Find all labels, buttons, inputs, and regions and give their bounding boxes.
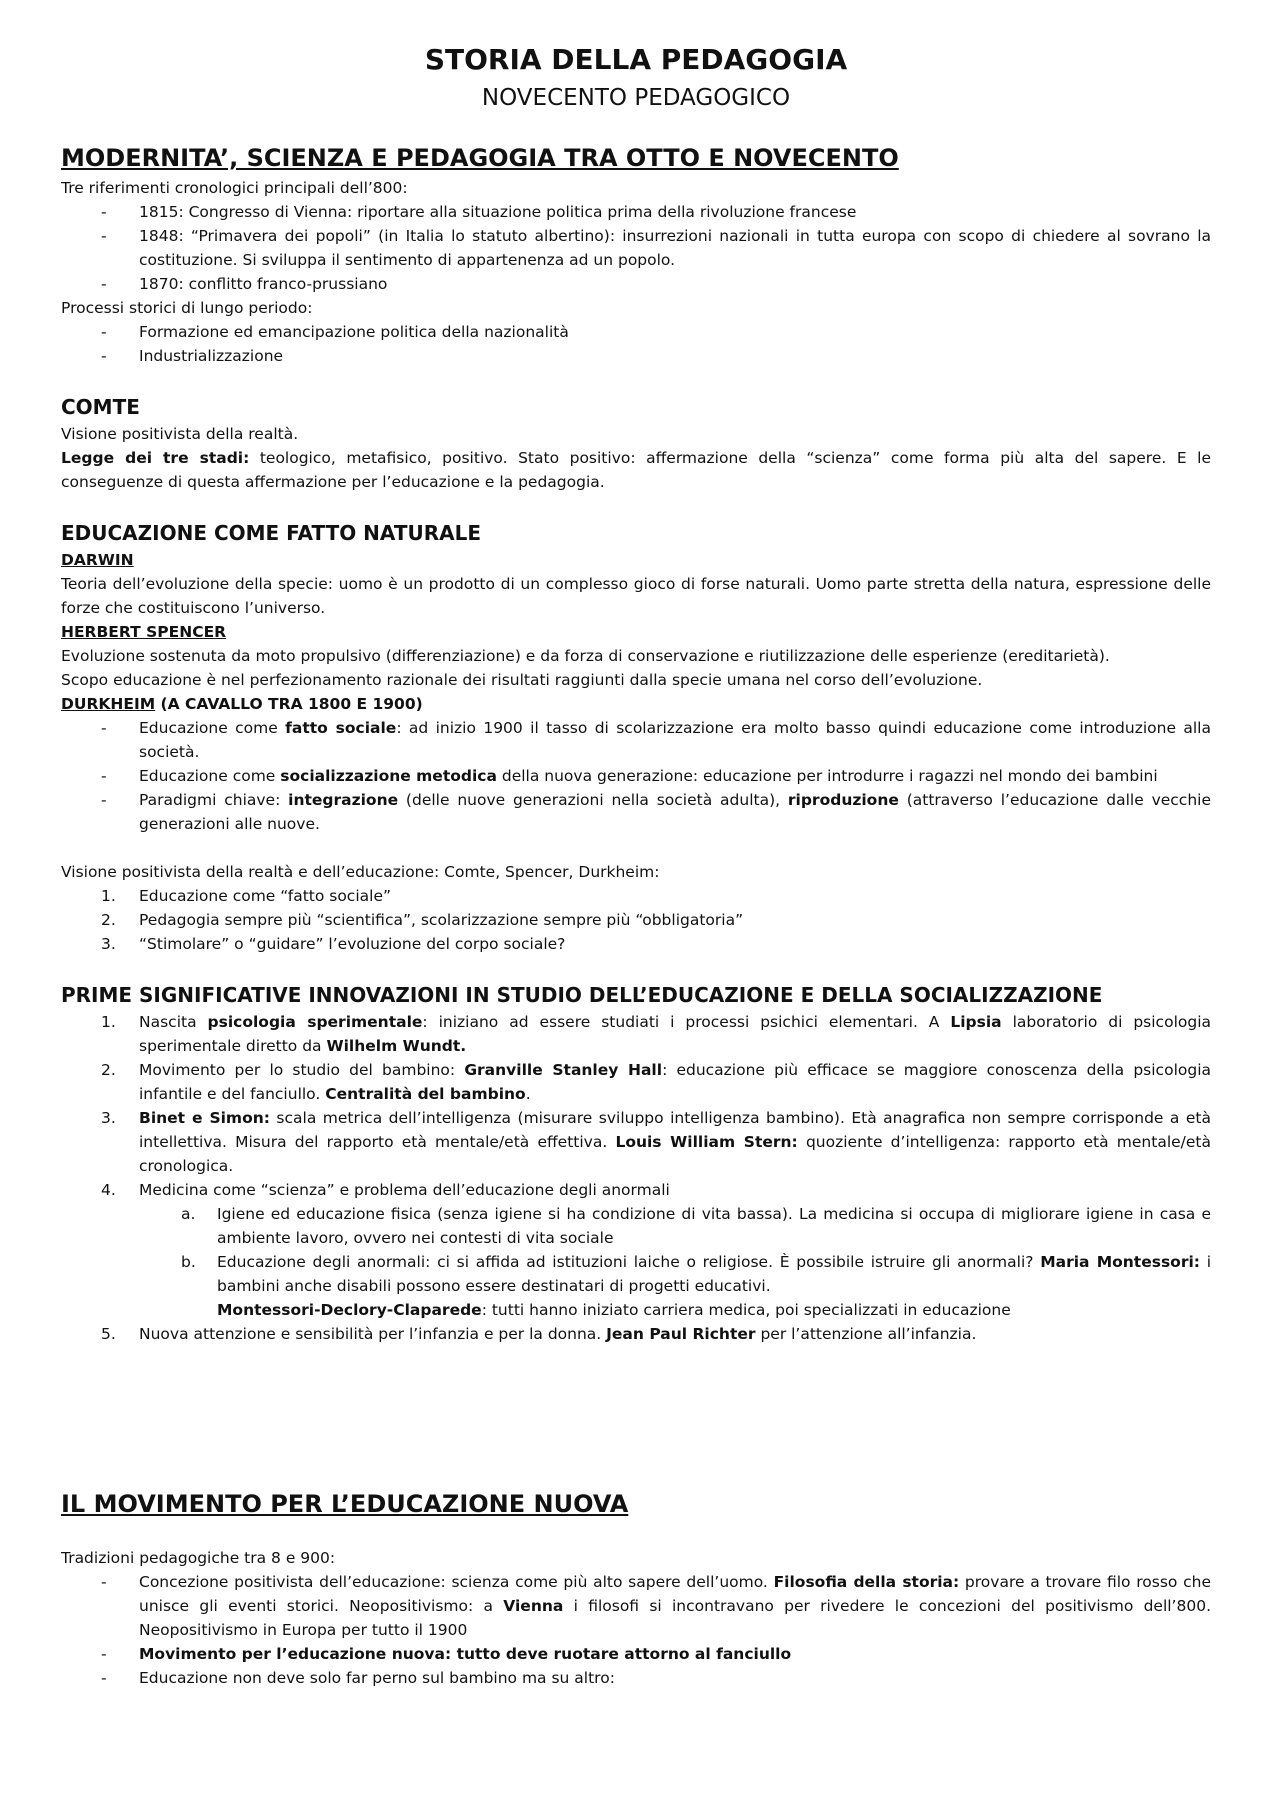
text-span: Educazione non deve solo far perno sul bambino ma su altro: <box>139 1669 615 1687</box>
list-item-text: 1870: conflitto franco-prussiano <box>139 275 388 293</box>
text-span: (delle nuove generazioni nella società adulta), <box>398 791 788 809</box>
list-item <box>61 1642 1211 1666</box>
subheading-spencer: HERBERT SPENCER <box>61 623 227 641</box>
list-item <box>61 224 1211 272</box>
text-span: Concezione positivista dell’educazione: scienza come più alto sapere dell’uomo. <box>139 1573 774 1591</box>
bold-term: riproduzione <box>787 791 899 809</box>
list-dash: - <box>101 719 107 737</box>
paragraph: Teoria dell’evoluzione della specie: uomo è un prodotto di un complesso gioco di forse naturali. Uomo parte stretta della natura, espressione delle forze che costituiscono l’universo. <box>61 575 1211 617</box>
paragraph: Visione positivista della realtà e dell’educazione: Comte, Spencer, Durkheim: <box>61 863 660 881</box>
list-item <box>61 788 1211 836</box>
list-letter: a. <box>181 1205 196 1223</box>
paragraph: Tre riferimenti cronologici principali dell’800: <box>61 179 408 197</box>
list-letter: b. <box>181 1253 196 1271</box>
list-dash: - <box>101 1645 107 1663</box>
bold-term: Binet e Simon: <box>139 1109 270 1127</box>
section-heading-movimento: IL MOVIMENTO PER L’EDUCAZIONE NUOVA <box>61 1490 629 1518</box>
bold-term: socializzazione metodica <box>280 767 497 785</box>
list-item <box>139 1202 1211 1250</box>
text-span: Nuova attenzione e sensibilità per l’infanzia e per la donna. <box>139 1325 607 1343</box>
list-item <box>139 1250 1211 1322</box>
list-item <box>61 884 1211 908</box>
text-span: i filosofi si incontravano per rivedere le concezioni del positivismo dell’800. Neopositivismo in Europa per tutto il 1900 <box>139 1597 1211 1639</box>
list-item <box>61 716 1211 764</box>
list-dash: - <box>101 791 107 809</box>
text-span: provare a trovare filo rosso che unisce gli eventi storici. Neopositivismo: a <box>139 1573 1211 1615</box>
sublist-medicina <box>139 1202 1211 1322</box>
list-item-text: “Stimolare” o “guidare” l’evoluzione del corpo sociale? <box>139 935 566 953</box>
document-content <box>61 40 1211 1690</box>
list-number: 4. <box>101 1181 116 1199</box>
list-dash: - <box>101 275 107 293</box>
section-heading-innovazioni: PRIME SIGNIFICATIVE INNOVAZIONI IN STUDIO DELL’EDUCAZIONE E DELLA SOCIALIZZAZIONE <box>61 983 1103 1007</box>
list-item <box>61 1570 1211 1642</box>
bold-term: Jean Paul Richter <box>606 1325 756 1343</box>
text-span: quoziente d’intelligenza: rapporto età mentale/età cronologica. <box>139 1133 1211 1175</box>
paragraph: Processi storici di lungo periodo: <box>61 299 313 317</box>
list-dash: - <box>101 1573 107 1591</box>
paragraph: Visione positivista della realtà. <box>61 425 299 443</box>
text-span: Educazione come <box>139 767 281 785</box>
page-title: STORIA DELLA PEDAGOGIA <box>424 43 848 76</box>
bold-term: Movimento per l’educazione nuova: tutto deve ruotare attorno al fanciullo <box>139 1645 792 1663</box>
list-item <box>61 344 1211 368</box>
list-item <box>61 908 1211 932</box>
text-span: i bambini anche disabili possono essere destinatari di progetti educativi. <box>217 1253 1212 1295</box>
list-item <box>61 320 1211 344</box>
list-number: 2. <box>101 911 116 929</box>
text-span: : educazione più efficace se maggiore conoscenza della psicologia infantile e del fanciullo. <box>139 1061 1211 1103</box>
text-span: Movimento per lo studio del bambino: <box>139 1061 465 1079</box>
paragraph <box>61 446 1211 494</box>
list-dash: - <box>101 227 107 245</box>
list-item-text: 1815: Congresso di Vienna: riportare alla situazione politica prima della rivoluzione francese <box>139 203 857 221</box>
text-span: Educazione come <box>139 719 286 737</box>
bold-term: Montessori-Declory-Claparede <box>217 1301 482 1319</box>
section-heading-modernita: MODERNITA’, SCIENZA E PEDAGOGIA TRA OTTO E NOVECENTO <box>61 144 899 172</box>
list-dash: - <box>101 203 107 221</box>
list-item-text: Pedagogia sempre più “scientifica”, scolarizzazione sempre più “obbligatoria” <box>139 911 744 929</box>
text-span: per l’attenzione all’infanzia. <box>755 1325 977 1343</box>
list-durkheim <box>61 716 1211 836</box>
list-dash: - <box>101 323 107 341</box>
list-movimento <box>61 1570 1211 1690</box>
paragraph: Tradizioni pedagogiche tra 8 e 900: <box>61 1549 336 1567</box>
text-span: Nascita <box>139 1013 208 1031</box>
section-heading-comte: COMTE <box>61 395 140 419</box>
list-number: 1. <box>101 1013 116 1031</box>
bold-term: fatto sociale <box>285 719 397 737</box>
text-span: : iniziano ad essere studiati i processi psichici elementari. A <box>422 1013 951 1031</box>
list-number: 2. <box>101 1061 116 1079</box>
list-item <box>61 764 1211 788</box>
list-dash: - <box>101 1669 107 1687</box>
list-item-text: Educazione come “fatto sociale” <box>139 887 392 905</box>
list-item <box>61 1322 1211 1346</box>
list-item <box>61 1178 1211 1322</box>
list-item <box>61 1666 1211 1690</box>
list-processi <box>61 320 1211 368</box>
bold-term: Louis William Stern: <box>615 1133 798 1151</box>
bold-term: Wilhelm Wundt. <box>326 1037 467 1055</box>
text-span: Igiene ed educazione fisica (senza igiene si ha condizione di vita bassa). La medicina si occupa di migliorare igiene in casa e ambiente lavoro, ovvero nei contesti di vita sociale <box>217 1205 1211 1247</box>
text-span: Medicina come “scienza” e problema dell’educazione degli anormali <box>139 1181 670 1199</box>
list-item-text: Formazione ed emancipazione politica della nazionalità <box>139 323 569 341</box>
subheading-darwin: DARWIN <box>61 551 134 569</box>
text-span: Educazione degli anormali: ci si affida ad istituzioni laiche o religiose. È possibile istruire gli anormali? <box>217 1253 1041 1271</box>
bold-term: Legge dei tre stadi: <box>61 449 250 467</box>
list-item <box>61 932 1211 956</box>
bold-term: Filosofia della storia: <box>773 1573 960 1591</box>
list-number: 1. <box>101 887 116 905</box>
durkheim-note: (A CAVALLO TRA 1800 E 1900) <box>155 695 423 713</box>
list-number: 5. <box>101 1325 116 1343</box>
list-innovazioni <box>61 1010 1211 1346</box>
list-number: 3. <box>101 935 116 953</box>
text-span: : ad inizio 1900 il tasso di scolarizzazione era molto basso quindi educazione come introduzione alla società. <box>139 719 1211 761</box>
text-span: scala metrica dell’intelligenza (misurare sviluppo intelligenza bambino). Età anagrafica non sempre corrisponde a età intellettiva. Misura del rapporto età mentale/età effettiva. <box>139 1109 1211 1151</box>
paragraph: Evoluzione sostenuta da moto propulsivo (differenziazione) e da forza di conservazione e riutilizzazione delle esperienze (ereditarietà). <box>61 647 1110 665</box>
list-dash: - <box>101 347 107 365</box>
bold-term: Maria Montessori: <box>1040 1253 1200 1271</box>
section-heading-naturale: EDUCAZIONE COME FATTO NATURALE <box>61 521 482 545</box>
bold-term: Lipsia <box>950 1013 1002 1031</box>
list-item <box>61 272 1211 296</box>
text-span: laboratorio di psicologia sperimentale diretto da <box>139 1013 1211 1055</box>
text-span: . <box>525 1085 531 1103</box>
list-item <box>61 1106 1211 1178</box>
list-number: 3. <box>101 1109 116 1127</box>
bold-term: Vienna <box>503 1597 564 1615</box>
bold-term: Granville Stanley Hall <box>464 1061 663 1079</box>
durkheim-name: DURKHEIM <box>61 695 156 713</box>
subheading-durkheim <box>61 692 1211 716</box>
bold-term: integrazione <box>288 791 399 809</box>
list-item-text: 1848: “Primavera dei popoli” (in Italia lo statuto albertino): insurrezioni nazionali in tutta europa con scopo di chiedere al sovrano la costituzione. Si sviluppa il sentimento di appartenenza ad un popolo. <box>139 227 1211 269</box>
text-span: : tutti hanno iniziato carriera medica, poi specializzati in educazione <box>481 1301 1011 1319</box>
text-span: (attraverso l’educazione dalle vecchie generazioni alle nuove. <box>139 791 1211 833</box>
paragraph: Scopo educazione è nel perfezionamento razionale dei risultati raggiunti dalla specie umana nel corso dell’evoluzione. <box>61 671 983 689</box>
list-dash: - <box>101 767 107 785</box>
text-span: teologico, metafisico, positivo. Stato positivo: affermazione della “scienza” come forma più alta del sapere. E le conseguenze di questa affermazione per l’educazione e la pedagogia. <box>61 449 1211 491</box>
list-item <box>61 1058 1211 1106</box>
bold-term: Centralità del bambino <box>325 1085 526 1103</box>
list-item-text: Industrializzazione <box>139 347 284 365</box>
list-riferimenti <box>61 200 1211 296</box>
text-span: della nuova generazione: educazione per introdurre i ragazzi nel mondo dei bambini <box>496 767 1158 785</box>
bold-term: psicologia sperimentale <box>207 1013 423 1031</box>
list-item <box>61 200 1211 224</box>
page-subtitle: NOVECENTO PEDAGOGICO <box>481 85 791 111</box>
list-visione <box>61 884 1211 956</box>
text-span: Paradigmi chiave: <box>139 791 289 809</box>
list-item <box>61 1010 1211 1058</box>
